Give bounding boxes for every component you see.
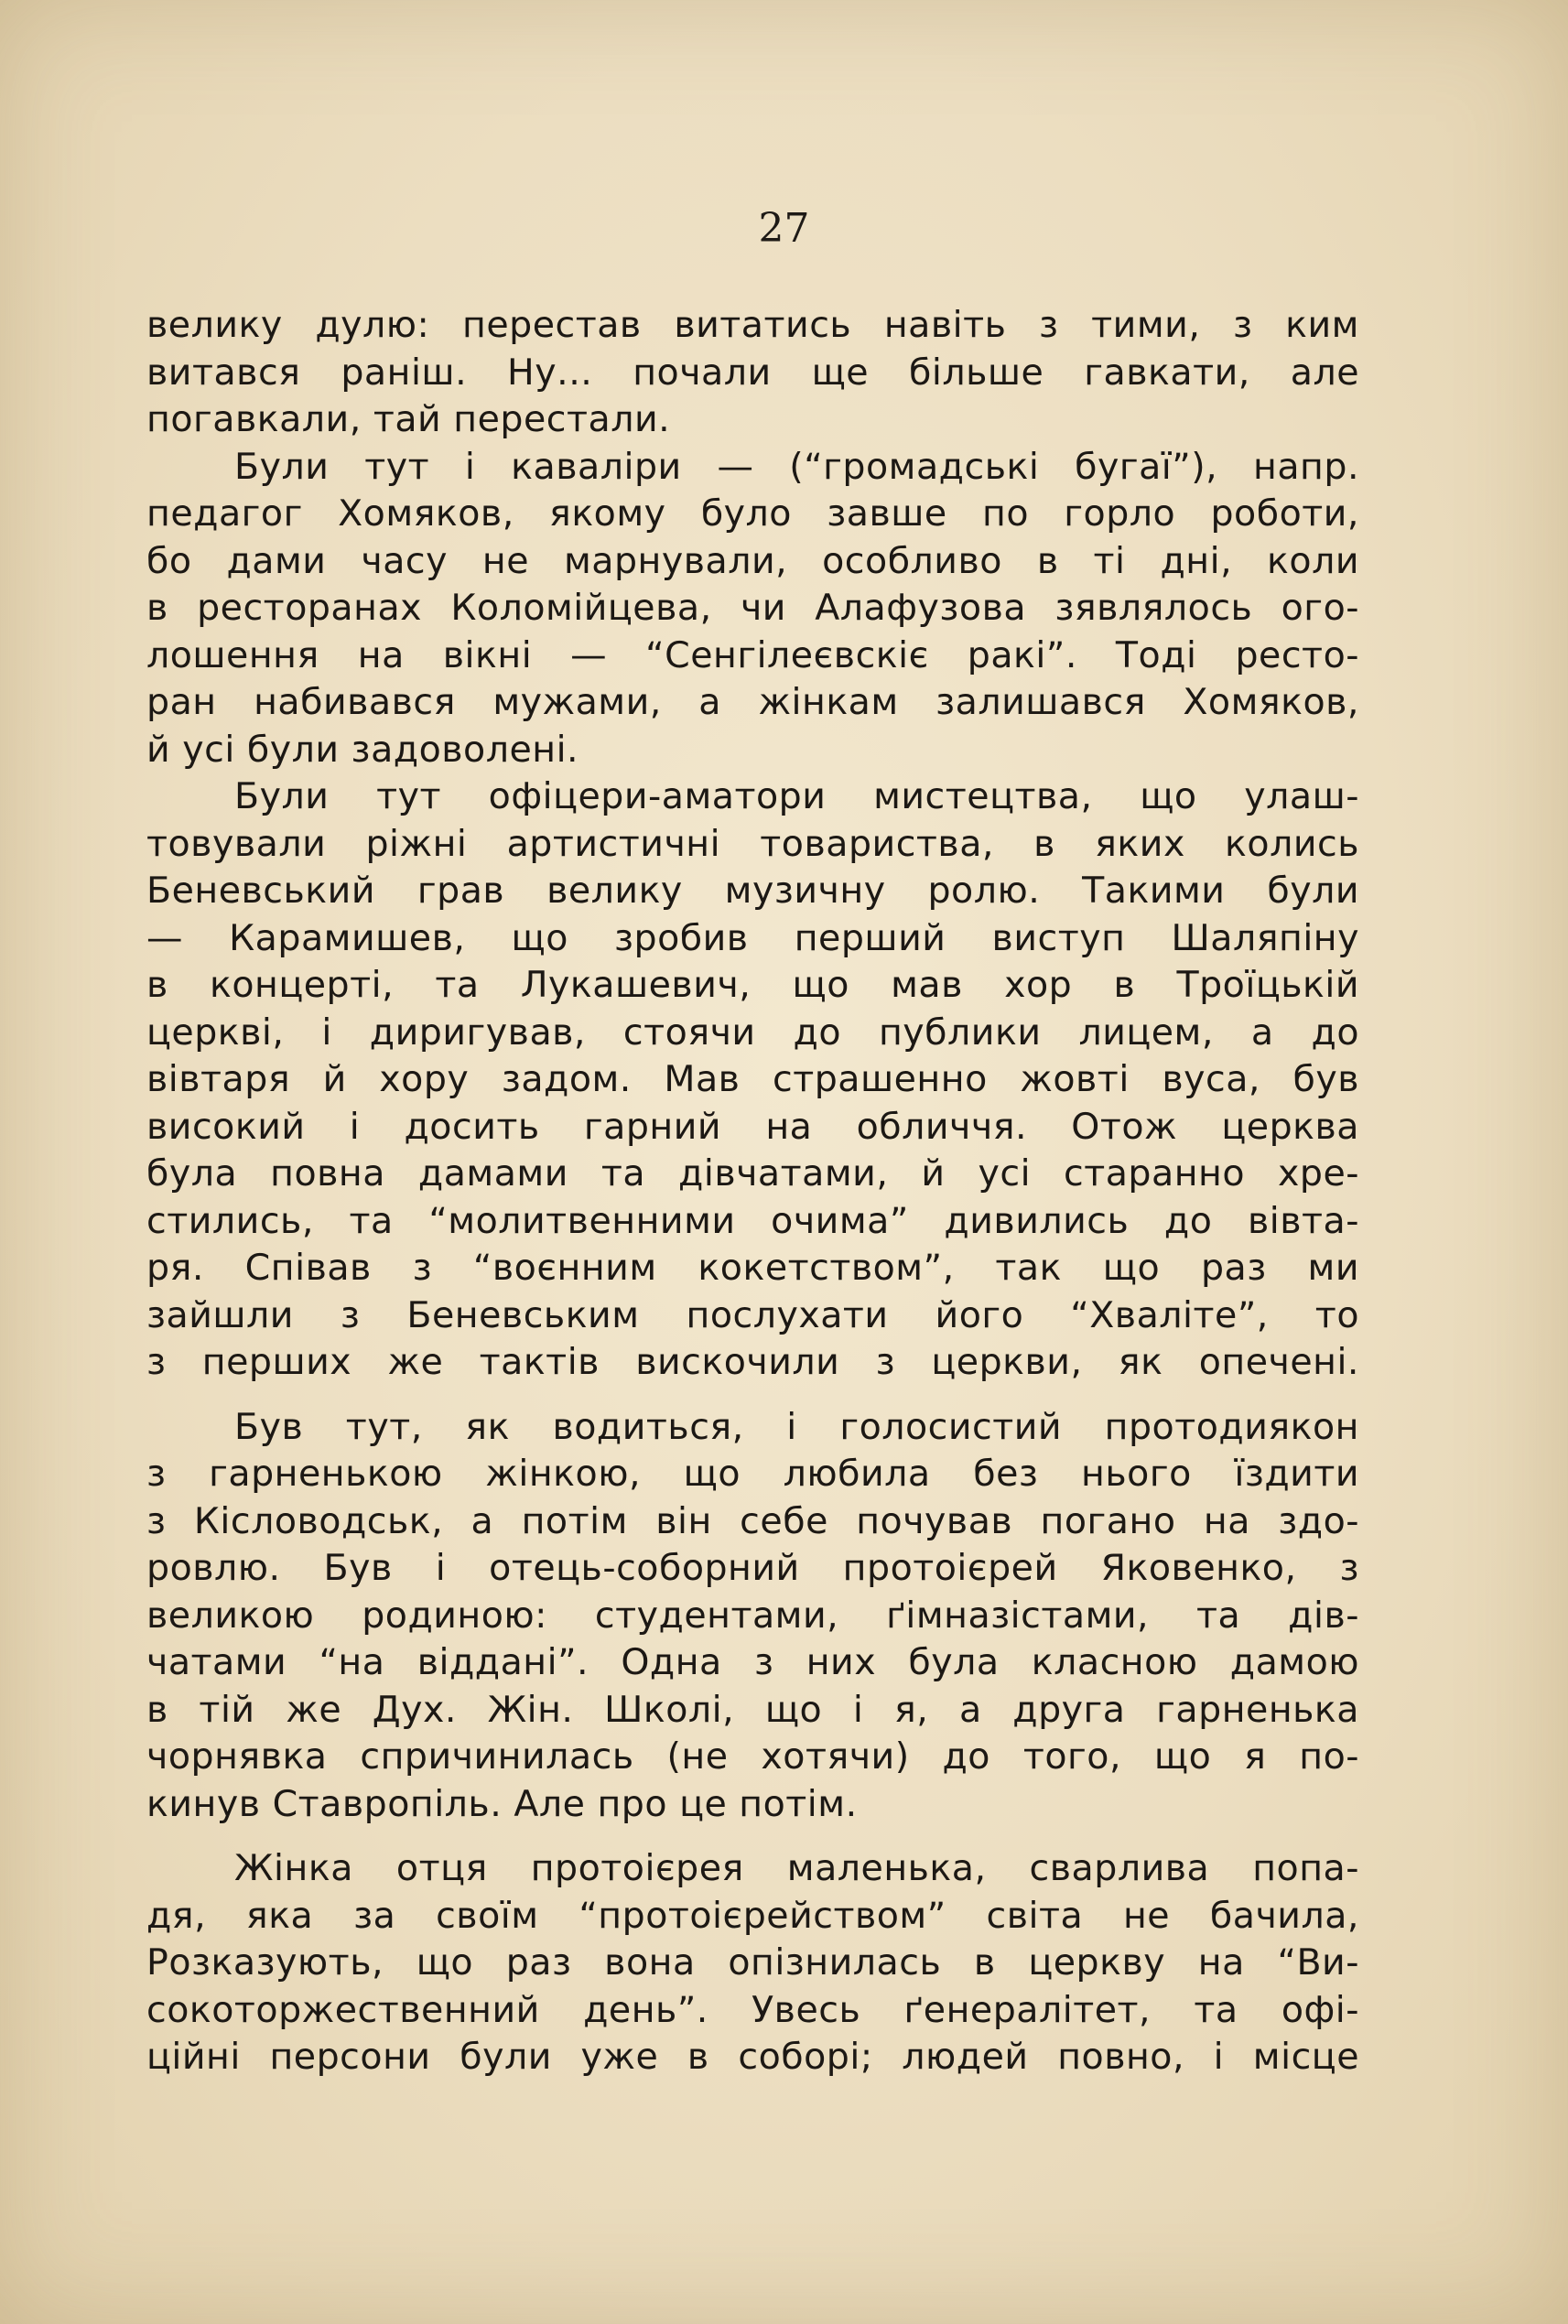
paragraph-1 — [146, 302, 1359, 444]
text-line: педагог Хомяков, якому було завше по горло роботи, — [146, 492, 1359, 535]
text-line: ран набивався мужами, а жінкам залишався Хомяков, — [146, 681, 1359, 723]
text-line: чорнявка спричинилась (не хотячи) до того, що я по- — [146, 1735, 1359, 1778]
text-line: вівтаря й хору задом. Мав страшенно жовті вуса, був — [146, 1058, 1359, 1100]
page-number: 27 — [758, 205, 810, 252]
text-line: ровлю. Був і отець-соборний протоієрей Яковенко, з — [146, 1547, 1359, 1589]
text-line: чатами “на віддані”. Одна з них була класною дамою — [146, 1641, 1359, 1683]
text-line: зайшли з Беневським послухати його “Хваліте”, то — [146, 1293, 1359, 1336]
text-line: дя, яка за своїм “протоієрейством” світа не бачила, — [146, 1894, 1359, 1937]
text-line: з Кісловодськ, а потім він себе почував погано на здо- — [146, 1499, 1359, 1542]
text-line: високий і досить гарний на обличчя. Отож церква — [146, 1105, 1359, 1148]
text-line: витався раніш. Ну... почали ще більше гавкати, але — [146, 351, 1359, 394]
text-line: погавкали, тай перестали. — [146, 398, 671, 440]
text-line: ря. Співав з “воєнним кокетством”, так що раз ми — [146, 1247, 1359, 1289]
text-line: лошення на вікні — “Сенгілеєвскіє ракі”. Тоді ресто- — [146, 633, 1359, 676]
text-line: була повна дамами та дівчатами, й усі старанно хре- — [146, 1152, 1359, 1194]
text-line: великою родиною: студентами, ґімназістами, та дів- — [146, 1594, 1359, 1637]
text-line: в тій же Дух. Жін. Школі, що і я, а друга гарненька — [146, 1688, 1359, 1731]
text-line: Розказують, що раз вона опізнилась в церкву на “Ви- — [146, 1941, 1359, 1984]
paragraph-4 — [146, 1404, 1359, 1829]
body-text — [146, 302, 1359, 2081]
text-line: кинув Ставропіль. Але про це потім. — [146, 1782, 858, 1825]
paragraph-2 — [146, 444, 1359, 774]
text-line: Були тут і каваліри — (“громадські бугаї”), напр. — [234, 445, 1359, 488]
text-line: товували ріжні артистичні товариства, в яких колись — [146, 822, 1359, 865]
text-line: з перших же тактів вискочили з церкви, як опечені. — [146, 1341, 1359, 1383]
text-line: Беневський грав велику музичну ролю. Такими були — [146, 870, 1359, 912]
text-line: Були тут офіцери-аматори мистецтва, що улаш- — [234, 775, 1359, 817]
text-line: стились, та “молитвенними очима” дивились до вівта- — [146, 1199, 1359, 1242]
text-line: велику дулю: перестав витатись навіть з тими, з ким — [146, 304, 1359, 346]
text-line: й усі були задоволені. — [146, 728, 579, 771]
paragraph-5 — [146, 1845, 1359, 2081]
text-line: в ресторанах Коломійцева, чи Алафузова зявлялось ого- — [146, 587, 1359, 629]
text-line: церкві, і диригував, стоячи до публики лицем, а до — [146, 1011, 1359, 1054]
text-line: з гарненькою жінкою, що любила без нього їздити — [146, 1453, 1359, 1495]
text-line: ційні персони були уже в соборі; людей повно, і місце — [146, 2036, 1359, 2078]
text-line: — Карамишев, що зробив перший виступ Шаляпіну — [146, 916, 1359, 959]
text-line: Був тут, як водиться, і голосистий протодиякон — [234, 1405, 1359, 1448]
text-line: сокоторжественний день”. Увесь ґенералітет, та офі- — [146, 1988, 1359, 2031]
text-line: Жінка отця протоієрея маленька, сварлива попа- — [234, 1847, 1359, 1889]
paragraph-3 — [146, 773, 1359, 1387]
text-line: бо дами часу не марнували, особливо в ті дні, коли — [146, 539, 1359, 582]
text-line: в концерті, та Лукашевич, що мав хор в Троїцькій — [146, 964, 1359, 1006]
